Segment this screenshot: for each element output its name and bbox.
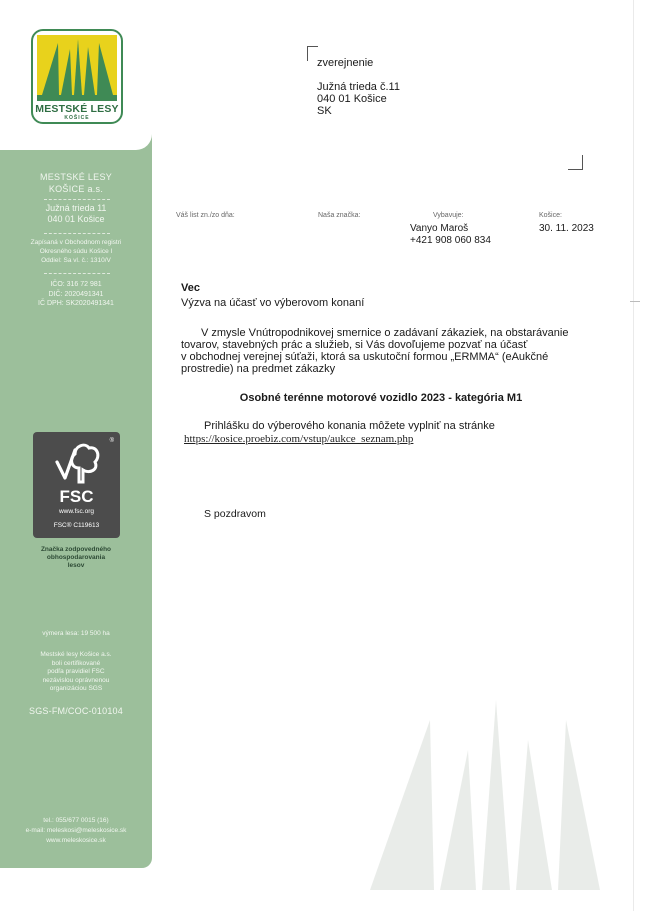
logo-watermark-icon xyxy=(360,690,600,890)
your-letter-label: Váš list zn./zo dňa: xyxy=(176,212,235,219)
sidebar-logo-area xyxy=(0,0,152,150)
page-edge-line xyxy=(633,0,634,911)
certification-code: SGS-FM/COC-010104 xyxy=(29,706,123,716)
closing-greeting: S pozdravom xyxy=(204,508,266,520)
letterhead-sidebar xyxy=(0,0,152,868)
handler-label: Vybavuje: xyxy=(433,212,464,219)
tender-heading: Osobné terénne motorové vozidlo 2023 - kategória M1 xyxy=(239,392,523,404)
logo-city: KOŠICE xyxy=(64,115,90,121)
fsc-word: FSC xyxy=(59,487,94,506)
forest-area: výmera lesa: 19 500 ha xyxy=(42,630,110,637)
fsc-caption: Značka zodpovedného obhospodarovania lesov xyxy=(40,546,112,569)
company-ids: IČO: 316 72 981 DIČ: 2020491341 IČ DPH: SK2020491341 xyxy=(38,281,114,307)
place-label: Košice: xyxy=(539,212,562,219)
fsc-tree-icon xyxy=(49,440,105,486)
apply-instruction: Prihlášku do výberového konania môžete vyplniť na stránke xyxy=(204,420,495,432)
divider xyxy=(44,273,110,274)
logo-name: MESTSKÉ LESY xyxy=(35,103,119,115)
company-contact: tel.: 055/677 0015 (16) e-mail: meleskosi@meleskosice.sk www.meleskosice.sk xyxy=(25,817,127,844)
company-address: Južná trieda 11 040 01 Košice xyxy=(45,203,107,224)
handler-name: Vanyo Maroš xyxy=(410,223,469,234)
subject-label: Vec xyxy=(181,282,200,294)
auction-link[interactable]: https://kosice.proebiz.com/vstup/aukce_seznam.php xyxy=(184,433,414,445)
our-ref-label: Naša značka: xyxy=(318,212,361,219)
handler-contact xyxy=(410,223,491,247)
company-logo xyxy=(31,29,123,124)
fsc-code: FSC® C119613 xyxy=(53,522,100,529)
forest-logo-icon xyxy=(37,35,117,101)
fsc-url: www.fsc.org xyxy=(58,508,95,515)
company-registry: Zapísaná v Obchodnom registri Okresného súdu Košice I Oddiel: Sa vl. č.: 1310/V xyxy=(30,239,122,264)
recipient-address: zverejnenie Južná trieda č.11 040 01 Košice SK xyxy=(317,57,400,117)
divider xyxy=(44,233,110,234)
fsc-registered-mark: ® xyxy=(109,438,114,444)
fsc-logo xyxy=(33,432,120,538)
divider xyxy=(44,199,110,200)
letter-date: 30. 11. 2023 xyxy=(539,223,594,234)
handler-phone: +421 908 060 834 xyxy=(410,235,491,246)
subject-line: Výzva na účasť vo výberovom konaní xyxy=(181,297,365,309)
letter-body: V zmysle Vnútropodnikovej smernice o zadávaní zákaziek, na obstarávanie tovarov, stavebných prác a služieb, si Vás dovoľujeme pozvať na účasť v obchodnej verejnej súťaži, ktorá sa uskutoční formou „ERMMA“ (eAukčné prostredie) na predmet zákazky xyxy=(181,327,569,375)
certification-text: Mestské lesy Košice a.s. boli certifikované podľa pravidiel FSC nezávislou oprávnenou organizáciou SGS xyxy=(40,651,112,693)
address-corner-bottom-right xyxy=(568,155,583,170)
fold-mark xyxy=(630,301,640,302)
company-name: MESTSKÉ LESY KOŠICE a.s. xyxy=(39,172,113,194)
